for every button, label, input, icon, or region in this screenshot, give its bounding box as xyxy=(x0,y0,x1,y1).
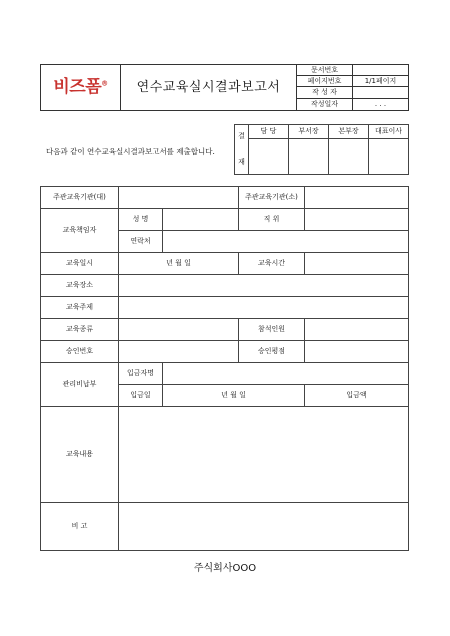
meta-label-date: 작성일자 xyxy=(297,99,353,111)
label-remarks: 비 고 xyxy=(41,503,119,551)
meta-label-doc-number: 문서번호 xyxy=(297,65,353,76)
label-name: 성 명 xyxy=(119,209,163,231)
label-edu-topic: 교육주제 xyxy=(41,297,119,319)
label-pay-date: 입금일 xyxy=(119,385,163,407)
label-payer: 입금자명 xyxy=(119,363,163,385)
approval-role-division-head: 본부장 xyxy=(329,125,369,139)
logo-text: 비즈폼 xyxy=(53,77,102,97)
field-name[interactable] xyxy=(163,209,239,231)
label-content: 교육내용 xyxy=(41,407,119,503)
logo xyxy=(41,65,121,111)
label-approval-score: 승인평점 xyxy=(239,341,305,363)
field-edu-time[interactable] xyxy=(305,253,409,275)
approval-sign-dept-head[interactable] xyxy=(289,139,329,175)
meta-value-doc-number[interactable] xyxy=(353,65,409,76)
field-host-large[interactable] xyxy=(119,187,239,209)
field-position[interactable] xyxy=(305,209,409,231)
field-host-small[interactable] xyxy=(305,187,409,209)
approval-role-dept-head: 부서장 xyxy=(289,125,329,139)
label-host-large: 주관교육기관(대) xyxy=(41,187,119,209)
label-approval-no: 승인번호 xyxy=(41,341,119,363)
approval-box xyxy=(234,124,409,175)
meta-value-page-number[interactable]: 1/1페이지 xyxy=(353,76,409,87)
field-edu-date[interactable]: 년 월 일 xyxy=(119,253,239,275)
field-payer[interactable] xyxy=(163,363,409,385)
label-host-small: 주관교육기관(소) xyxy=(239,187,305,209)
field-content[interactable] xyxy=(119,407,409,503)
label-manager: 교육책임자 xyxy=(41,209,119,253)
registered-mark: ® xyxy=(101,79,108,88)
approval-side-top: 결 xyxy=(238,131,245,140)
label-edu-place: 교육장소 xyxy=(41,275,119,297)
approval-side-bottom: 재 xyxy=(238,158,245,167)
approval-side-label xyxy=(235,125,249,175)
meta-label-page-number: 페이지번호 xyxy=(297,76,353,87)
header-box xyxy=(40,64,409,111)
field-pay-date[interactable]: 년 월 일 xyxy=(163,385,305,407)
label-edu-date: 교육일시 xyxy=(41,253,119,275)
meta-value-date[interactable]: . . . xyxy=(353,99,409,111)
label-amount: 입금액 xyxy=(305,385,409,407)
intro-text: 다음과 같이 연수교육실시결과보고서를 제출합니다. xyxy=(46,147,215,156)
meta-value-author[interactable] xyxy=(353,87,409,99)
meta-label-author: 작 성 자 xyxy=(297,87,353,99)
field-edu-topic[interactable] xyxy=(119,297,409,319)
company-name: 주식회사OOO xyxy=(193,563,257,574)
label-contact: 연락처 xyxy=(119,231,163,253)
label-edu-time: 교육시간 xyxy=(239,253,305,275)
approval-role-staff: 담 당 xyxy=(249,125,289,139)
field-approval-no[interactable] xyxy=(119,341,239,363)
field-remarks[interactable] xyxy=(119,503,409,551)
label-edu-type: 교육종류 xyxy=(41,319,119,341)
field-edu-type[interactable] xyxy=(119,319,239,341)
report-form xyxy=(40,186,409,551)
approval-sign-division-head[interactable] xyxy=(329,139,369,175)
field-edu-place[interactable] xyxy=(119,275,409,297)
field-contact[interactable] xyxy=(163,231,409,253)
field-approval-score[interactable] xyxy=(305,341,409,363)
label-fee: 관리비납부 xyxy=(41,363,119,407)
label-position: 직 위 xyxy=(239,209,305,231)
field-attendees[interactable] xyxy=(305,319,409,341)
document-title: 연수교육실시결과보고서 xyxy=(121,65,297,111)
label-attendees: 참석인원 xyxy=(239,319,305,341)
approval-sign-ceo[interactable] xyxy=(369,139,409,175)
approval-role-ceo: 대표이사 xyxy=(369,125,409,139)
approval-sign-staff[interactable] xyxy=(249,139,289,175)
